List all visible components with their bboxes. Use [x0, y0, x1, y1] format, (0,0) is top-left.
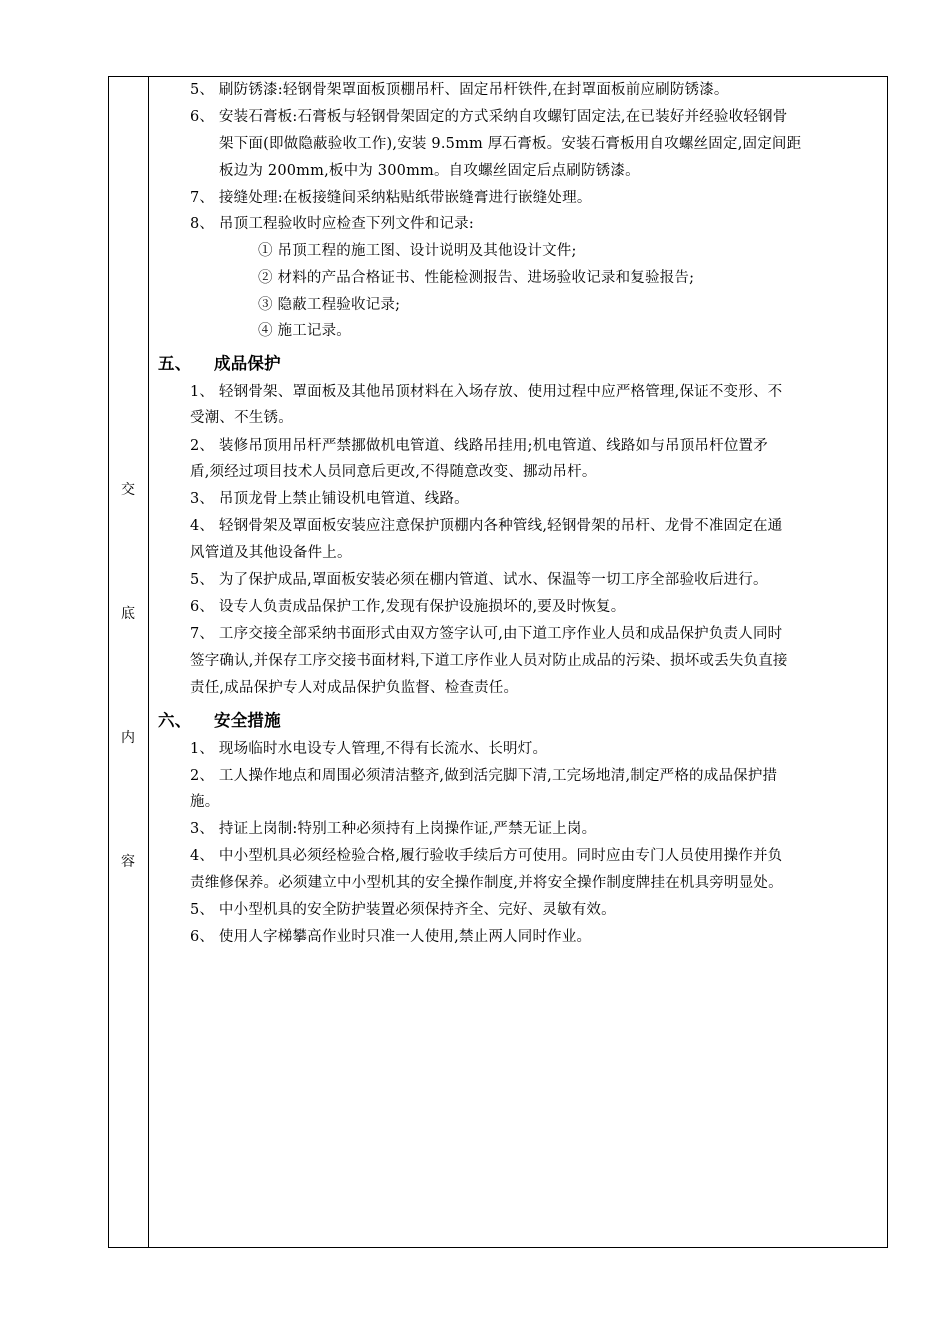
s6-line-1: 1、 现场临时水电设专人管理,不得有长流水、长明灯。 — [190, 741, 548, 757]
s5-line-3: 2、 装修吊顶用吊杆严禁挪做机电管道、线路吊挂用;机电管道、线路如与吊顶吊杆位置矛 — [190, 438, 768, 454]
subitem-2: ② 材料的产品合格证书、性能检测报告、进场验收记录和复验报告; — [258, 270, 695, 286]
subitem-3: ③ 隐蔽工程验收记录; — [258, 297, 401, 313]
s5-line-8: 5、 为了保护成品,罩面板安装必须在棚内管道、试水、保温等一切工序全部验收后进行。 — [190, 572, 768, 588]
section-6-number: 六、 — [158, 711, 192, 730]
left-label-char-4: 容 — [121, 854, 135, 870]
s5-line-10: 7、 工序交接全部采纳书面形式由双方签字认可,由下道工序作业人员和成品保护负责人同时 — [190, 626, 783, 642]
left-label-char-1: 交 — [121, 482, 135, 498]
s5-line-9: 6、 设专人负责成品保护工作,发现有保护设施损坏的,要及时恢复。 — [190, 599, 626, 615]
s6-line-7: 5、 中小型机具的安全防护装置必须保持齐全、完好、灵敏有效。 — [190, 902, 616, 918]
s5-line-12: 责任,成品保护专人对成品保护负监督、检查责任。 — [190, 680, 519, 696]
s5-line-6: 4、 轻钢骨架及罩面板安装应注意保护顶棚内各种管线,轻钢骨架的吊杆、龙骨不准固定在通 — [190, 518, 783, 534]
s6-line-2: 2、 工人操作地点和周围必须清洁整齐,做到活完脚下清,工完场地清,制定严格的成品保护措 — [190, 768, 778, 784]
s6-line-3: 施。 — [190, 794, 220, 810]
s5-line-1: 1、 轻钢骨架、罩面板及其他吊顶材料在入场存放、使用过程中应严格管理,保证不变形、不 — [190, 384, 783, 400]
left-label-char-3: 内 — [121, 730, 135, 746]
item-6-line-1: 6、 安装石膏板:石膏板与轻钢骨架固定的方式采纳自攻螺钉固定法,在已装好并经验收轻钢骨 — [190, 109, 788, 125]
s6-line-5: 4、 中小型机具必须经检验合格,履行验收手续后方可使用。同时应由专门人员使用操作并负 — [190, 848, 783, 864]
item-5: 5、 刷防锈漆:轻钢骨架罩面板顶棚吊杆、固定吊杆铁件,在封罩面板前应刷防锈漆。 — [190, 82, 729, 98]
s5-line-4: 盾,须经过项目技术人员同意后更改,不得随意改变、挪动吊杆。 — [190, 464, 597, 480]
s5-line-5: 3、 吊顶龙骨上禁止铺设机电管道、线路。 — [190, 491, 469, 507]
section-5-title: 成品保护 — [214, 354, 281, 373]
section-6-title: 安全措施 — [214, 711, 281, 730]
item-7: 7、 接缝处理:在板接缝间采纳粘贴纸带嵌缝膏进行嵌缝处理。 — [190, 190, 592, 206]
left-label-char-2: 底 — [121, 606, 135, 622]
item-6-line-3: 板边为 200mm,板中为 300mm。自攻螺丝固定后点刷防锈漆。 — [219, 163, 640, 179]
item-8: 8、 吊顶工程验收时应检查下列文件和记录: — [190, 216, 474, 232]
s6-line-8: 6、 使用人字梯攀高作业时只准一人使用,禁止两人同时作业。 — [190, 929, 592, 945]
s6-line-6: 责维修保养。必须建立中小型机其的安全操作制度,并将安全操作制度牌挂在机具旁明显处。 — [190, 875, 783, 891]
subitem-4: ④ 施工记录。 — [258, 323, 352, 339]
subitem-1: ① 吊顶工程的施工图、设计说明及其他设计文件; — [258, 243, 577, 259]
item-6-line-2: 架下面(即做隐蔽验收工作),安装 9.5mm 厚石膏板。安装石膏板用自攻螺丝固定,固定间距 — [219, 136, 802, 152]
s5-line-11: 签字确认,并保存工序交接书面材料,下道工序作业人员对防止成品的污染、损坏或丢失负直接 — [190, 653, 788, 669]
s6-line-4: 3、 持证上岗制:特别工种必须持有上岗操作证,严禁无证上岗。 — [190, 821, 597, 837]
column-divider — [148, 76, 149, 1248]
section-5-number: 五、 — [158, 354, 192, 373]
s5-line-7: 风管道及其他设备件上。 — [190, 545, 352, 561]
s5-line-2: 受潮、不生锈。 — [190, 410, 293, 426]
